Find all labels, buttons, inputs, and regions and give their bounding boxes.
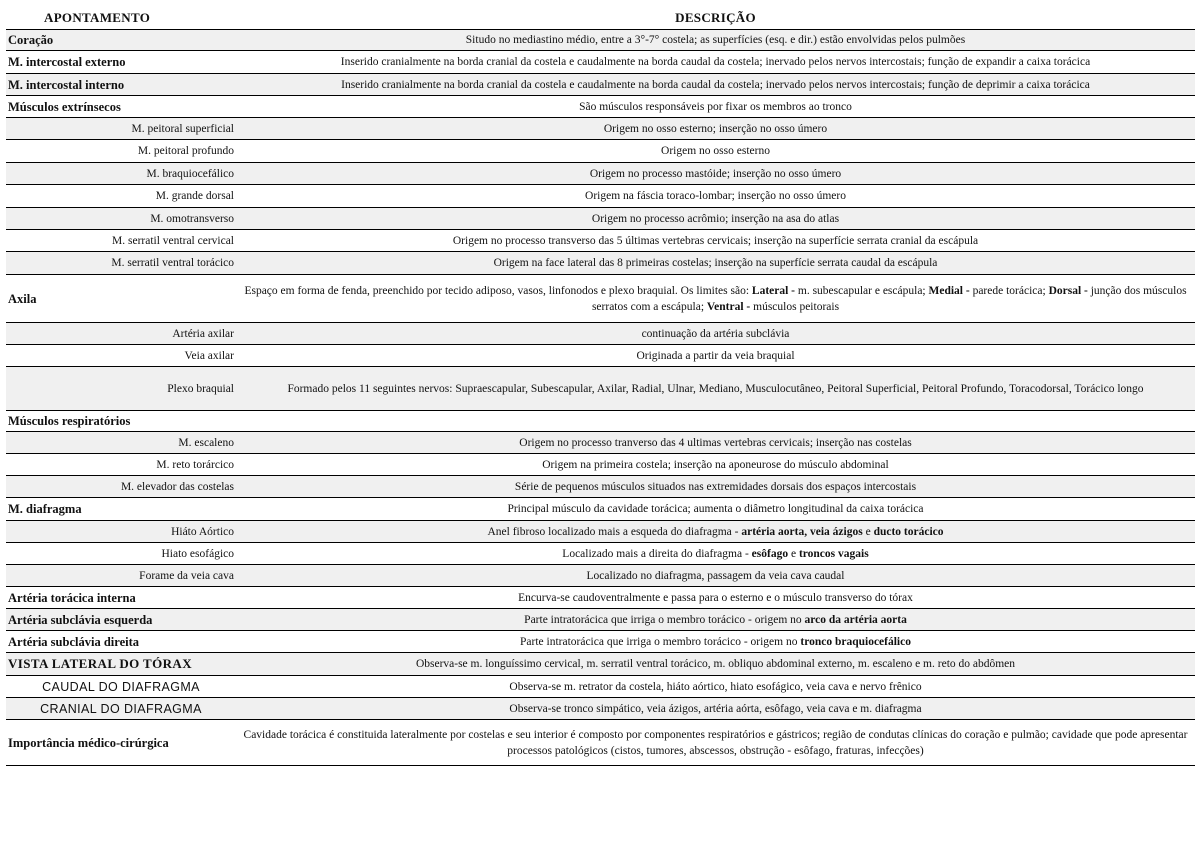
table-row (6, 275, 1195, 323)
descricao-cell (236, 121, 1195, 137)
descricao-text: parede torácica; (969, 284, 1049, 297)
descricao-cell (236, 546, 1195, 562)
table-row (6, 476, 1195, 498)
anatomy-table (6, 6, 1195, 766)
apontamento-cell: CAUDAL DO DIAFRAGMA (42, 679, 200, 694)
table-row (6, 454, 1195, 476)
descricao-cell (236, 612, 1195, 628)
descricao-text: São músculos responsáveis por fixar os membros ao tronco (579, 100, 852, 113)
descricao-cell (236, 381, 1195, 397)
header-apontamento: APONTAMENTO (44, 10, 151, 25)
descricao-text: Encurva-se caudoventralmente e passa para o esterno e o músculo transverso do tórax (518, 591, 913, 604)
descricao-cell (236, 679, 1195, 695)
header-descricao: DESCRIÇÃO (675, 10, 756, 25)
table-row (6, 185, 1195, 208)
descricao-text: Observa-se m. longuíssimo cervical, m. serratil ventral torácico, m. obliquo abdominal externo, m. escaleno e m. reto do abdômen (415, 658, 1016, 670)
table-row (6, 653, 1195, 676)
descricao-text: Observa-se tronco simpático, veia ázigos, artéria aórta, esôfago, veia cava e m. diafragma (509, 702, 922, 715)
descricao-text: junção dos músculos serratos com a escápula; (591, 284, 1187, 313)
descricao-text: Anel fibroso localizado mais a esqueda do diafragma - (487, 525, 742, 538)
descricao-text: e (862, 525, 874, 538)
descricao-text: Situdo no mediastino médio, entre a 3°-7° costela; as superfícies (esq. e dir.) estão envolvidas pelos pulmões (465, 34, 966, 46)
descricao-text: Origem no processo tranverso das 4 ultimas vertebras cervicais; inserção nas costelas (519, 436, 912, 449)
descricao-text: Origem no osso esterno; inserção no osso úmero (603, 122, 828, 135)
descricao-text: Principal músculo da cavidade torácica; aumenta o diâmetro longitudinal da caixa torácica (507, 503, 924, 515)
apontamento-cell: Músculos respiratórios (8, 414, 131, 428)
descricao-text: Parte intratorácica que irriga o membro torácico - origem no (520, 635, 801, 648)
table-row (6, 208, 1195, 230)
apontamento-cell: CRANIAL DO DIAFRAGMA (40, 701, 202, 716)
table-row (6, 631, 1195, 653)
descricao-cell (236, 283, 1195, 315)
apontamento-cell: M. serratil ventral torácico (111, 257, 234, 269)
descricao-cell (236, 568, 1195, 584)
descricao-text: Cavidade torácica é constituida lateralmente por costelas e seu interior é composto por componentes respiratórios e gástricos; região de condutas clínicas do coração e pulmão; cavidade que pode apresentar processos patológicos (cistos, tumores, abscessos, obstrução - esôfago, fraturas, infecções) (243, 728, 1188, 757)
table-row (6, 367, 1195, 411)
descricao-bold-text: arco da artéria aorta (804, 613, 907, 626)
descricao-text: Inserido cranialmente na borda cranial da costela e caudalmente na borda caudal da costela; inervado pelos nervos intercostais; função de deprimir a caixa torácica (341, 78, 1090, 91)
descricao-text: Espaço em forma de fenda, preenchido por tecido adiposo, vasos, linfonodos e plexo braquial. Os limites são: (244, 284, 752, 297)
apontamento-cell: Forame da veia cava (139, 569, 234, 582)
descricao-cell (236, 479, 1195, 495)
apontamento-cell: M. intercostal externo (8, 55, 126, 69)
descricao-text: Origem na face lateral das 8 primeiras costelas; inserção na superfície serrata caudal da escápula (493, 257, 938, 269)
descricao-cell (236, 211, 1195, 227)
table-row (6, 345, 1195, 367)
table-row (6, 323, 1195, 345)
apontamento-cell: M. peitoral superficial (131, 122, 234, 135)
descricao-bold-text: artéria aorta, veia ázigos (741, 525, 863, 538)
table-body (6, 30, 1195, 766)
descricao-text: Origem na primeira costela; inserção na aponeurose do músculo abdominal (542, 458, 889, 471)
table-row (6, 118, 1195, 140)
apontamento-cell: Hiato esofágico (161, 547, 234, 560)
table-row (6, 432, 1195, 454)
descricao-bold-text: troncos vagais (798, 547, 869, 560)
descricao-text: Localizado mais a direita do diafragma - (562, 547, 752, 560)
descricao-bold-text: Dorsal - (1048, 284, 1088, 297)
table-row (6, 74, 1195, 96)
descricao-text: músculos peitorais (750, 300, 840, 313)
table-row (6, 252, 1195, 275)
descricao-cell (236, 77, 1195, 93)
descricao-text: Formado pelos 11 seguintes nervos: Supraescapular, Subescapular, Axilar, Radial, Ulnar, Mediano, Musculocutâneo, Peitoral Superficial, Peitoral Profundo, Toracodorsal, Torácico longo (287, 382, 1144, 395)
apontamento-cell: Artéria subclávia direita (8, 634, 139, 649)
descricao-text: continuação da artéria subclávia (641, 327, 790, 340)
apontamento-cell: M. diafragma (8, 502, 82, 516)
descricao-bold-text: tronco braquiocefálico (800, 635, 911, 648)
apontamento-cell: M. reto torárcico (156, 458, 234, 471)
apontamento-cell: Músculos extrínsecos (8, 99, 121, 114)
descricao-cell (236, 524, 1195, 540)
table-row (6, 720, 1195, 766)
descricao-text: Origem no processo mastóide; inserção no osso úmero (589, 167, 842, 180)
descricao-text: Origem no osso esterno (661, 145, 770, 157)
apontamento-cell: Importância médico-cirúrgica (8, 735, 169, 750)
table-row (6, 96, 1195, 118)
descricao-cell (236, 701, 1195, 717)
apontamento-cell: M. escaleno (178, 436, 234, 449)
table-row (6, 676, 1195, 698)
descricao-text: Série de pequenos músculos situados nas extremidades dorsais dos espaços intercostais (514, 480, 917, 493)
descricao-cell (236, 99, 1195, 115)
apontamento-cell: M. intercostal interno (8, 77, 125, 92)
descricao-bold-text: Medial - (928, 284, 970, 297)
apontamento-cell: Coração (8, 33, 54, 47)
apontamento-cell: Artéria torácica interna (8, 590, 136, 605)
table-row (6, 565, 1195, 587)
descricao-bold-text: Ventral - (706, 300, 751, 313)
apontamento-cell: Artéria axilar (172, 327, 234, 340)
descricao-cell (236, 656, 1195, 672)
apontamento-cell: M. grande dorsal (155, 190, 234, 202)
descricao-cell (236, 233, 1195, 249)
apontamento-cell: Plexo braquial (167, 382, 234, 395)
descricao-cell (236, 435, 1195, 451)
table-header (6, 6, 1195, 30)
descricao-cell (236, 634, 1195, 650)
descricao-text: Origem no processo transverso das 5 últimas vertebras cervicais; inserção na superfície serrata cranial da escápula (452, 234, 979, 247)
table-row (6, 230, 1195, 252)
table-row (6, 587, 1195, 609)
apontamento-cell: M. peitoral profundo (137, 145, 234, 157)
descricao-bold-text: ducto torácico (873, 525, 944, 538)
descricao-text: Localizado no diafragma, passagem da veia cava caudal (586, 569, 845, 582)
table-row (6, 30, 1195, 51)
table-row (6, 51, 1195, 74)
table-row (6, 698, 1195, 720)
descricao-cell (236, 501, 1195, 517)
descricao-cell (236, 166, 1195, 182)
descricao-bold-text: esôfago (751, 547, 789, 560)
apontamento-cell: Veia axilar (184, 349, 234, 362)
descricao-bold-text: Lateral - (751, 284, 796, 297)
descricao-text: Inserido cranialmente na borda cranial da costela e caudalmente na borda caudal da costela; inervado pelos nervos intercostais; função de expandir a caixa torácica (340, 56, 1091, 68)
apontamento-cell: M. elevador das costelas (120, 480, 234, 493)
apontamento-cell: M. omotransverso (150, 212, 234, 225)
descricao-text: Observa-se m. retrator da costela, hiáto aórtico, hiato esofágico, veia cava e nervo frênico (509, 680, 922, 693)
table-row (6, 521, 1195, 543)
table-row (6, 498, 1195, 521)
table-row (6, 609, 1195, 631)
table-row (6, 163, 1195, 185)
apontamento-cell: Axila (8, 291, 37, 306)
descricao-cell (236, 457, 1195, 473)
descricao-cell (236, 590, 1195, 606)
descricao-text: Originada a partir da veia braquial (636, 349, 795, 362)
descricao-cell (236, 255, 1195, 271)
descricao-cell (236, 143, 1195, 159)
apontamento-cell: Artéria subclávia esquerda (8, 612, 153, 627)
descricao-cell (236, 727, 1195, 759)
descricao-text: Origem no processo acrômio; inserção na asa do atlas (591, 212, 840, 225)
descricao-cell (236, 32, 1195, 48)
table-row (6, 411, 1195, 432)
apontamento-cell: VISTA LATERAL DO TÓRAX (8, 656, 192, 671)
descricao-cell (236, 188, 1195, 204)
apontamento-cell: M. braquiocefálico (146, 167, 234, 180)
descricao-cell (236, 54, 1195, 70)
descricao-text: Parte intratorácica que irriga o membro torácico - origem no (524, 613, 805, 626)
table-row (6, 543, 1195, 565)
descricao-text: m. subescapular e escápula; (795, 284, 929, 297)
apontamento-cell: Hiáto Aórtico (171, 525, 234, 538)
descricao-text: Origem na fáscia toraco-lombar; inserção no osso úmero (585, 190, 846, 202)
descricao-cell (236, 348, 1195, 364)
table-row (6, 140, 1195, 163)
apontamento-cell: M. serratil ventral cervical (112, 234, 234, 247)
descricao-cell (236, 326, 1195, 342)
descricao-text: e (788, 547, 799, 560)
